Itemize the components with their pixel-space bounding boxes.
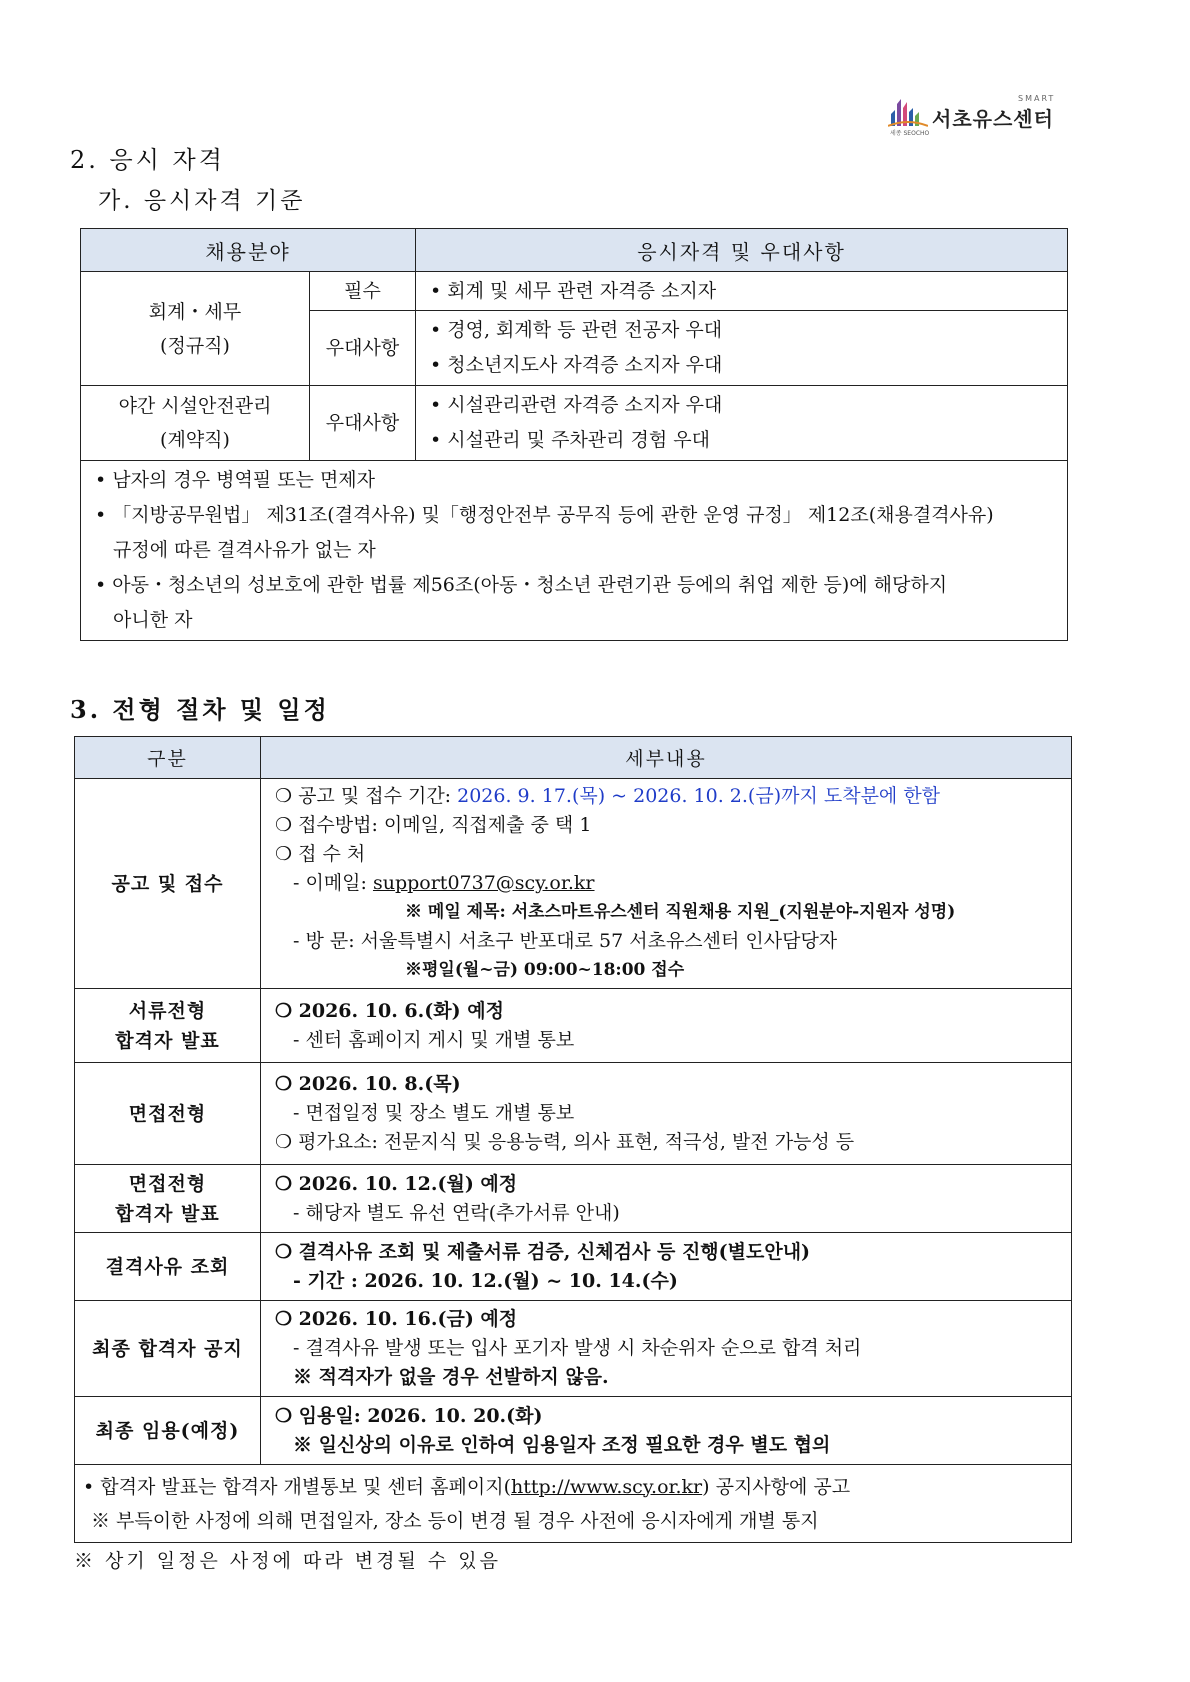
field-facility [81, 386, 310, 461]
row-label-announcement: 공고 및 접수 [75, 779, 261, 989]
schedule-notes [75, 1465, 1072, 1543]
period-highlight: 2026. 9. 17.(목) ~ 2026. 10. 2.(금)까지 도착분에 한함 [457, 785, 941, 807]
field-accounting-type: (정규직) [160, 334, 230, 357]
detail-line: ❍ 임용일: 2026. 10. 20.(화) [275, 1404, 543, 1427]
note-line: ※ 부득이한 사정에 의해 면접일자, 장소 등이 변경 될 경우 사전에 응시자에게 개별 통지 [91, 1509, 819, 1532]
field-facility-type: (계약직) [160, 429, 230, 451]
detail-line: ❍ 결격사유 조회 및 제출서류 검증, 신체검사 등 진행(별도안내) [275, 1240, 811, 1263]
row-label-interview: 면접전형 [75, 1063, 261, 1165]
row-detail-announcement [261, 779, 1072, 989]
common-requirements [81, 461, 1068, 641]
mail-subject-note: ※ 메일 제목: 서초스마트유스센터 직원채용 지원_(지원분야-지원자 성명) [405, 902, 956, 922]
section2-title: 2. 응시 자격 [70, 146, 225, 174]
row-label-interview-result: 면접전형 합격자 발표 [75, 1165, 261, 1233]
detail-line: ❍ 접수방법: 이메일, 직접제출 중 택 1 [275, 814, 592, 836]
preferred-items [416, 386, 1068, 461]
header-field: 채용분야 [81, 229, 416, 272]
row-label-doc-result: 서류전형 합격자 발표 [75, 989, 261, 1063]
required-item: • 회계 및 세무 관련 자격증 소지자 [416, 272, 1068, 311]
logo-smart-text: SMART [1018, 94, 1056, 103]
row-detail-final-notice [261, 1301, 1072, 1397]
row-label-final-notice: 최종 합격자 공지 [75, 1301, 261, 1397]
row-detail-interview-result [261, 1165, 1072, 1233]
row-detail-disqualification [261, 1233, 1072, 1301]
detail-line: - 이메일: support0737@scy.or.kr [293, 872, 595, 894]
preferred-item: • 시설관리관련 자격증 소지자 우대 [430, 394, 723, 416]
schedule-table [74, 736, 1072, 1543]
common-req-item-cont: 아니한 자 [113, 609, 193, 631]
building-logo-icon [888, 96, 928, 130]
row-detail-doc-result [261, 989, 1072, 1063]
detail-line: - 면접일정 및 장소 별도 개별 통보 [293, 1102, 575, 1124]
detail-line: ※ 적격자가 없을 경우 선발하지 않음. [293, 1366, 609, 1388]
detail-line: - 센터 홈페이지 게시 및 개별 통보 [293, 1028, 575, 1051]
note-line: • 합격자 발표는 합격자 개별통보 및 센터 홈페이지(http://www.scy.or.kr) 공지사항에 공고 [83, 1475, 851, 1498]
section2-subtitle: 가. 응시자격 기준 [98, 188, 306, 214]
qualification-table [80, 228, 1068, 641]
section3-title: 3. 전형 절차 및 일정 [70, 695, 330, 724]
field-accounting [81, 272, 310, 386]
detail-line: ※ 일신상의 이유로 인하여 임용일자 조정 필요한 경우 별도 협의 [293, 1433, 831, 1456]
row-detail-appointment [261, 1397, 1072, 1465]
field-facility-name: 야간 시설안전관리 [118, 395, 272, 417]
row-label-disqualification: 결격사유 조회 [75, 1233, 261, 1301]
type-preferred: 우대사항 [310, 386, 416, 461]
footnote: ※ 상기 일정은 사정에 따라 변경될 수 있음 [74, 1550, 501, 1572]
detail-line: ❍ 2026. 10. 6.(화) 예정 [275, 999, 504, 1022]
email-link[interactable]: support0737@scy.or.kr [372, 872, 595, 894]
homepage-link[interactable]: http://www.scy.or.kr [510, 1475, 703, 1498]
detail-line: ❍ 공고 및 접수 기간: 2026. 9. 17.(목) ~ 2026. 10. 2.(금)까지 도착분에 한함 [275, 785, 941, 807]
field-accounting-name: 회계・세무 [148, 300, 242, 323]
logo-sub: 세종 SEOCHO [890, 130, 930, 137]
detail-line: ❍ 2026. 10. 16.(금) 예정 [275, 1308, 518, 1330]
detail-line: - 결격사유 발생 또는 입사 포기자 발생 시 차순위자 순으로 합격 처리 [293, 1337, 862, 1359]
detail-line: - 해당자 별도 유선 연락(추가서류 안내) [293, 1201, 620, 1224]
center-logo [888, 94, 1068, 136]
common-req-item: • 「지방공무원법」 제31조(결격사유) 및「행정안전부 공무직 등에 관한 운영 규정」 제12조(채용결격사유) [95, 504, 994, 526]
header-category: 구분 [75, 737, 261, 779]
header-detail: 세부내용 [261, 737, 1072, 779]
hours-note: ※평일(월~금) 09:00~18:00 접수 [405, 960, 685, 980]
detail-line: ❍ 평가요소: 전문지식 및 응용능력, 의사 표현, 적극성, 발전 가능성 등 [275, 1131, 855, 1153]
detail-line: ❍ 2026. 10. 12.(월) 예정 [275, 1172, 518, 1195]
detail-line: ❍ 2026. 10. 8.(목) [275, 1073, 461, 1095]
row-label-appointment: 최종 임용(예정) [75, 1397, 261, 1465]
preferred-item: • 청소년지도사 자격증 소지자 우대 [430, 354, 723, 376]
common-req-item: • 남자의 경우 병역필 또는 면제자 [95, 469, 376, 491]
row-detail-interview [261, 1063, 1072, 1165]
preferred-item: • 경영, 회계학 등 관련 전공자 우대 [430, 319, 723, 341]
type-required: 필수 [310, 272, 416, 311]
common-req-item-cont: 규정에 따른 결격사유가 없는 자 [113, 539, 376, 561]
preferred-items [416, 311, 1068, 386]
detail-line: - 방 문: 서울특별시 서초구 반포대로 57 서초유스센터 인사담당자 [293, 930, 838, 952]
logo-name: 서초유스센터 [932, 107, 1054, 131]
header-qualification: 응시자격 및 우대사항 [416, 229, 1068, 272]
detail-line: - 기간 : 2026. 10. 12.(월) ~ 10. 14.(수) [293, 1269, 678, 1292]
type-preferred: 우대사항 [310, 311, 416, 386]
detail-line: ❍ 접 수 처 [275, 843, 366, 865]
common-req-item: • 아동・청소년의 성보호에 관한 법률 제56조(아동・청소년 관련기관 등에의 취업 제한 등)에 해당하지 [95, 574, 948, 596]
preferred-item: • 시설관리 및 주차관리 경험 우대 [430, 429, 711, 451]
